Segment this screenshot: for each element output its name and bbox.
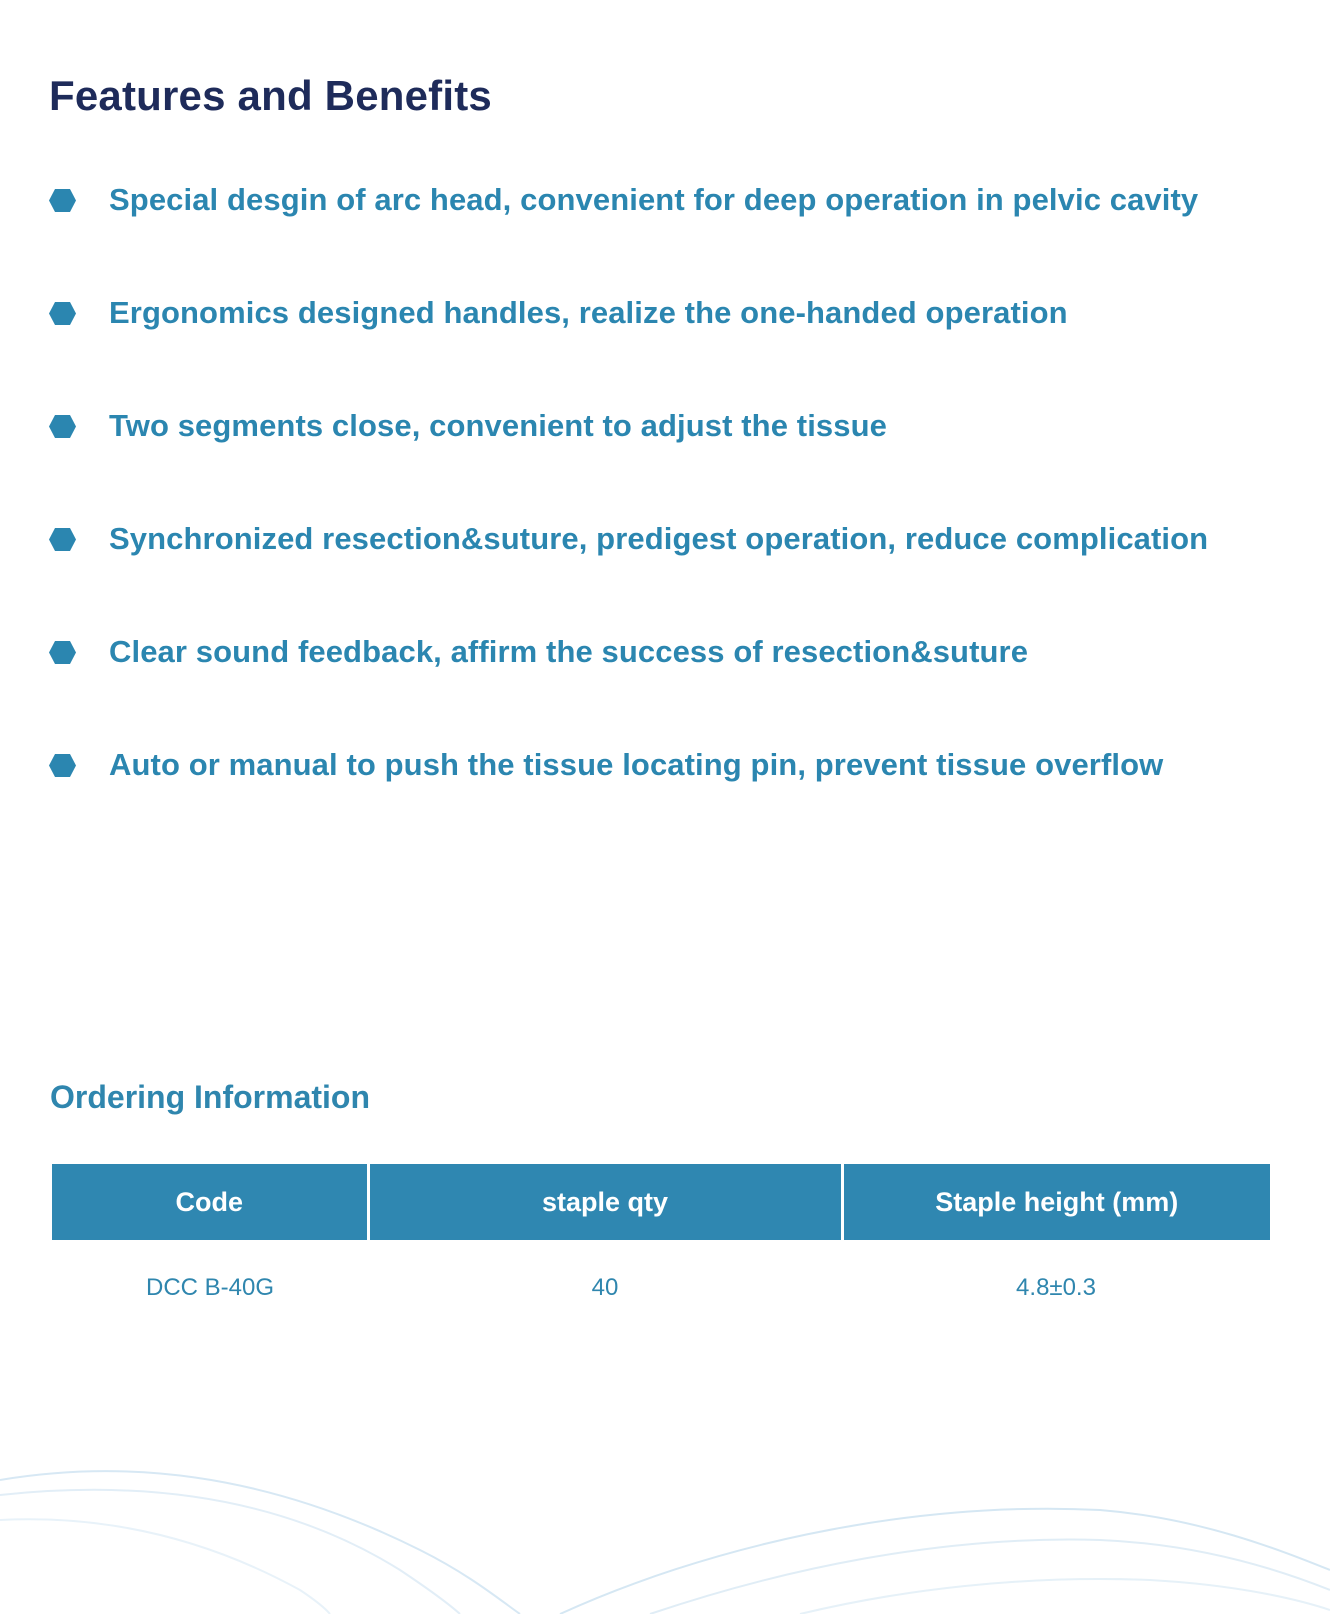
cell-staple-height: 4.8±0.3: [1016, 1274, 1096, 1301]
ordering-title: Ordering Information: [50, 1079, 370, 1115]
feature-text: Ergonomics designed handles, realize the one-handed operation: [109, 295, 1068, 330]
feature-item: [49, 406, 1208, 519]
feature-text: Auto or manual to push the tissue locating pin, prevent tissue overflow: [109, 747, 1164, 782]
feature-item: [49, 745, 1208, 858]
wave-line: [0, 1471, 520, 1614]
features-title: Features and Benefits: [49, 72, 492, 119]
feature-item: [49, 632, 1208, 745]
column-header-staple-qty: staple qty: [368, 1164, 842, 1240]
hexagon-bullet-icon: [49, 528, 76, 551]
hexagon-bullet-icon: [49, 415, 76, 438]
table-row: [52, 1240, 1270, 1336]
decorative-wave-lines: [0, 1440, 1330, 1614]
hexagon-bullet-icon: [49, 641, 76, 664]
feature-item: [49, 293, 1208, 406]
hexagon-bullet-icon: [49, 189, 76, 212]
feature-text: Two segments close, convenient to adjust the tissue: [109, 408, 887, 443]
wave-line: [0, 1490, 460, 1614]
table-header-row: [52, 1164, 1270, 1240]
column-header-staple-height: Staple height (mm): [842, 1164, 1270, 1240]
wave-line: [800, 1579, 1330, 1614]
feature-item: [49, 519, 1208, 632]
features-list: [49, 180, 1208, 858]
cell-staple-qty: 40: [591, 1274, 619, 1301]
feature-item: [49, 180, 1208, 293]
wave-line: [560, 1509, 1330, 1614]
hexagon-bullet-icon: [49, 754, 76, 777]
feature-text: Clear sound feedback, affirm the success of resection&suture: [109, 634, 1029, 669]
ordering-table: [52, 1164, 1270, 1336]
cell-code: DCC B-40G: [145, 1274, 275, 1301]
wave-line: [0, 1519, 330, 1614]
wave-line: [650, 1540, 1330, 1614]
column-header-code: Code: [52, 1164, 368, 1240]
hexagon-bullet-icon: [49, 302, 76, 325]
feature-text: Special desgin of arc head, convenient for deep operation in pelvic cavity: [109, 182, 1199, 217]
feature-text: Synchronized resection&suture, predigest operation, reduce complication: [109, 521, 1209, 556]
